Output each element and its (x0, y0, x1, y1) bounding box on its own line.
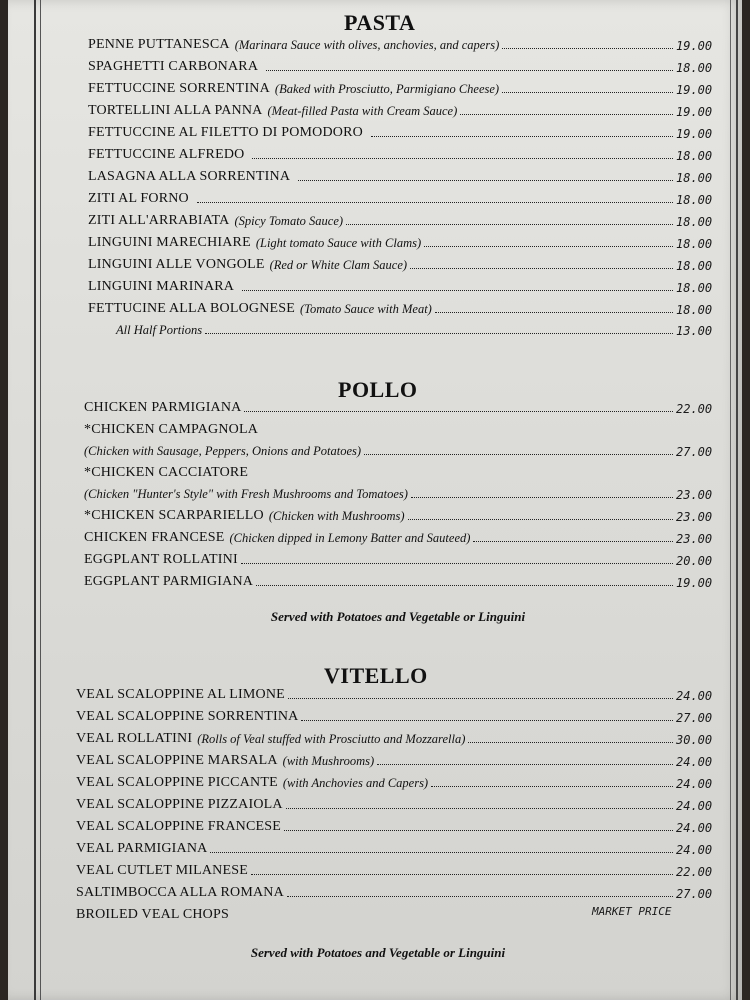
item-price: 18.00 (676, 237, 713, 251)
half-portions-label: All Half Portions (116, 323, 203, 337)
leader-dots (377, 764, 673, 765)
leader-dots (301, 720, 673, 721)
item-name: ZITI ALL'ARRABIATA (88, 213, 230, 228)
leader-dots (244, 411, 673, 412)
menu-item (88, 191, 718, 207)
leader-dots (287, 896, 673, 897)
item-name: CHICKEN FRANCESE (84, 530, 225, 545)
menu-item (76, 907, 476, 923)
item-price: 23.00 (676, 532, 713, 546)
menu-item (84, 530, 718, 546)
item-name: FETTUCCINE ALFREDO (88, 147, 245, 162)
menu-item (76, 687, 718, 703)
leader-dots (205, 333, 673, 334)
item-name: VEAL PARMIGIANA (76, 841, 208, 856)
item-price: 24.00 (676, 777, 713, 791)
item-price: 24.00 (676, 821, 713, 835)
item-name: TORTELLINI ALLA PANNA (88, 103, 263, 118)
item-price: 23.00 (676, 488, 713, 502)
item-desc: (Baked with Prosciutto, Parmigiano Cheese) (274, 82, 500, 96)
item-name: LINGUINI MARECHIARE (88, 235, 251, 250)
leader-dots (298, 180, 673, 181)
item-name: FETTUCCINE SORRENTINA (88, 81, 270, 96)
item-name: LINGUINI ALLE VONGOLE (88, 257, 265, 272)
item-name: BROILED VEAL CHOPS (76, 907, 229, 922)
item-price: 27.00 (676, 887, 713, 901)
menu-item (88, 301, 718, 317)
item-desc: (Spicy Tomato Sauce) (234, 214, 344, 228)
leader-dots (242, 290, 673, 291)
page-border-left-outer (34, 0, 36, 1000)
leader-dots (371, 136, 673, 137)
leader-dots (346, 224, 673, 225)
item-price: 22.00 (676, 865, 713, 879)
item-name: SPAGHETTI CARBONARA (88, 59, 259, 74)
leader-dots (210, 852, 673, 853)
menu-item-name-line (84, 422, 718, 438)
item-price: 18.00 (676, 171, 713, 185)
leader-dots (266, 70, 673, 71)
item-desc: (Tomato Sauce with Meat) (300, 302, 432, 316)
item-price: 18.00 (676, 259, 713, 273)
item-name: VEAL SCALOPPINE PICCANTE (76, 775, 278, 790)
menu-item (84, 552, 718, 568)
section-title-pasta: PASTA (344, 10, 416, 35)
menu-item (84, 574, 718, 590)
item-desc: (with Mushrooms) (282, 754, 375, 768)
item-desc: (Chicken "Hunter's Style" with Fresh Mushrooms and Tomatoes) (84, 487, 408, 501)
item-desc: (Chicken dipped in Lemony Batter and Sauteed) (229, 531, 471, 545)
menu-item (84, 508, 718, 524)
item-price: 19.00 (676, 127, 713, 141)
leader-dots (251, 874, 673, 875)
leader-dots (288, 698, 673, 699)
leader-dots (284, 830, 673, 831)
page-border-right-outer (736, 0, 738, 1000)
menu-item (76, 797, 718, 813)
menu-item (88, 235, 718, 251)
item-price: 22.00 (676, 402, 713, 416)
item-desc: (Red or White Clam Sauce) (269, 258, 408, 272)
menu-page (8, 0, 742, 1000)
item-name: VEAL SCALOPPINE MARSALA (76, 753, 278, 768)
menu-item-desc-line (84, 444, 718, 459)
item-name: FETTUCCINE AL FILETTO DI POMODORO (88, 125, 363, 140)
leader-dots (502, 92, 673, 93)
item-name: VEAL ROLLATINI (76, 731, 193, 746)
item-name: CHICKEN PARMIGIANA (84, 400, 242, 415)
item-name: VEAL SCALOPPINE PIZZAIOLA (76, 797, 283, 812)
menu-item (76, 885, 718, 901)
item-name: LASAGNA ALLA SORRENTINA (88, 169, 291, 184)
item-desc: (with Anchovies and Capers) (282, 776, 429, 790)
menu-item (76, 841, 718, 857)
item-price: 18.00 (676, 215, 713, 229)
item-price: 18.00 (676, 193, 713, 207)
menu-item (76, 775, 718, 791)
leader-dots (435, 312, 673, 313)
item-desc: (Light tomato Sauce with Clams) (255, 236, 422, 250)
menu-item (76, 709, 718, 725)
leader-dots (424, 246, 673, 247)
page-border-right-inner (730, 0, 731, 1000)
leader-dots (502, 48, 673, 49)
leader-dots (364, 454, 673, 455)
item-price: 18.00 (676, 61, 713, 75)
leader-dots (410, 268, 673, 269)
section-title-pollo: POLLO (338, 377, 418, 402)
item-name: VEAL CUTLET MILANESE (76, 863, 248, 878)
half-portions-row (116, 323, 718, 338)
menu-item (88, 103, 718, 119)
item-price: 24.00 (676, 843, 713, 857)
menu-item (88, 147, 718, 163)
menu-item (88, 213, 718, 229)
menu-item (88, 257, 718, 273)
item-price: 19.00 (676, 39, 713, 53)
item-name: *CHICKEN CAMPAGNOLA (84, 422, 259, 437)
item-desc: (Meat-filled Pasta with Cream Sauce) (267, 104, 458, 118)
leader-dots (241, 563, 673, 564)
item-price: 19.00 (676, 576, 713, 590)
section-title-vitello: VITELLO (324, 663, 428, 688)
leader-dots (408, 519, 673, 520)
menu-item-desc-line (84, 487, 718, 502)
menu-item (76, 819, 718, 835)
pollo-served-note: Served with Potatoes and Vegetable or Linguini (270, 609, 526, 624)
item-name: *CHICKEN SCARPARIELLO (84, 508, 264, 523)
item-name: SALTIMBOCCA ALLA ROMANA (76, 885, 284, 900)
menu-item (88, 169, 718, 185)
item-price: 19.00 (676, 105, 713, 119)
menu-item (88, 279, 718, 295)
item-desc: (Marinara Sauce with olives, anchovies, and capers) (234, 38, 500, 52)
item-name: VEAL SCALOPPINE FRANCESE (76, 819, 281, 834)
menu-item (88, 125, 718, 141)
leader-dots (431, 786, 673, 787)
page-border-left-inner (40, 0, 41, 1000)
item-price: 18.00 (676, 281, 713, 295)
item-price: 24.00 (676, 755, 713, 769)
menu-item (88, 59, 718, 75)
item-name: PENNE PUTTANESCA (88, 37, 230, 52)
item-price: 24.00 (676, 799, 713, 813)
menu-item-name-line (84, 465, 718, 481)
leader-dots (411, 497, 673, 498)
leader-dots (256, 585, 673, 586)
item-price: 18.00 (676, 149, 713, 163)
item-desc: (Chicken with Mushrooms) (268, 509, 405, 523)
market-price-handwritten: MARKET PRICE (592, 905, 672, 918)
vitello-served-note: Served with Potatoes and Vegetable or Linguini (250, 945, 506, 960)
item-name: FETTUCINE ALLA BOLOGNESE (88, 301, 296, 316)
item-price: 24.00 (676, 689, 713, 703)
item-name: VEAL SCALOPPINE AL LIMONE (76, 687, 285, 702)
item-name: VEAL SCALOPPINE SORRENTINA (76, 709, 299, 724)
item-desc: (Chicken with Sausage, Peppers, Onions and Potatoes) (84, 444, 362, 458)
item-name: LINGUINI MARINARA (88, 279, 235, 294)
item-name: EGGPLANT ROLLATINI (84, 552, 238, 567)
leader-dots (460, 114, 673, 115)
item-name: *CHICKEN CACCIATORE (84, 465, 249, 480)
menu-item (88, 81, 718, 97)
item-desc: (Rolls of Veal stuffed with Prosciutto and Mozzarella) (197, 732, 466, 746)
item-price: 27.00 (676, 445, 713, 459)
item-price: 20.00 (676, 554, 713, 568)
item-price: 27.00 (676, 711, 713, 725)
leader-dots (252, 158, 673, 159)
leader-dots (473, 541, 673, 542)
half-portions-price: 13.00 (676, 324, 713, 338)
leader-dots (286, 808, 673, 809)
item-price: 23.00 (676, 510, 713, 524)
item-price: 19.00 (676, 83, 713, 97)
menu-item (76, 731, 718, 747)
item-name: ZITI AL FORNO (88, 191, 189, 206)
menu-item (76, 863, 718, 879)
item-price: 30.00 (676, 733, 713, 747)
leader-dots (468, 742, 673, 743)
menu-item (88, 37, 718, 53)
menu-item (76, 753, 718, 769)
leader-dots (197, 202, 673, 203)
menu-item (84, 400, 718, 416)
item-price: 18.00 (676, 303, 713, 317)
item-name: EGGPLANT PARMIGIANA (84, 574, 254, 589)
